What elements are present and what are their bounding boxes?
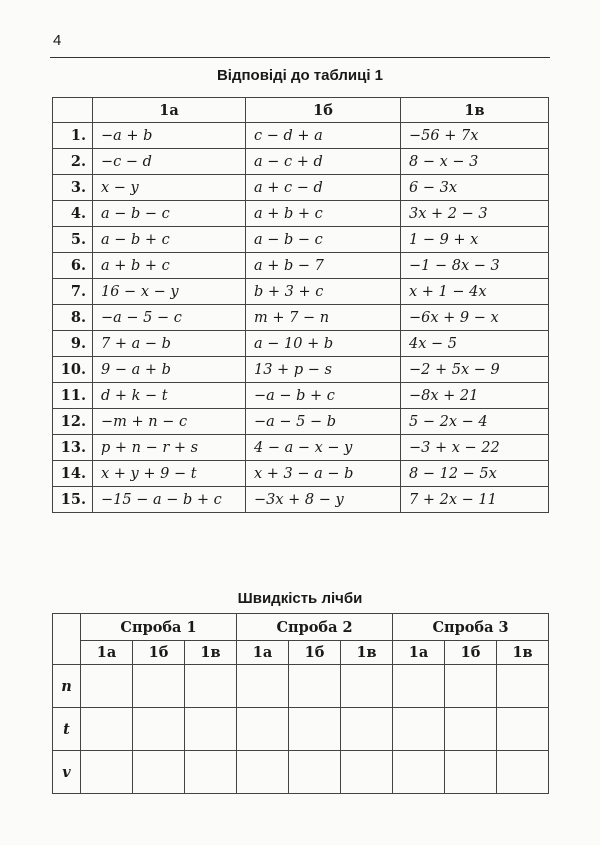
subheader: 1в [341, 641, 393, 665]
answer-1a: a + b + c [93, 253, 246, 279]
row-number: 1. [53, 123, 93, 149]
subheader: 1б [289, 641, 341, 665]
subheader: 1в [185, 641, 237, 665]
attempt-header: Спроба 1 [81, 614, 237, 641]
row-number: 12. [53, 409, 93, 435]
subheader: 1а [393, 641, 445, 665]
column-header: 1а [93, 98, 246, 123]
empty-cell [185, 708, 237, 751]
answer-1a: x + y + 9 − t [93, 461, 246, 487]
row-number: 11. [53, 383, 93, 409]
answer-1b: −a − 5 − b [246, 409, 401, 435]
answer-1v: 4x − 5 [401, 331, 549, 357]
empty-cell [445, 708, 497, 751]
answer-1b: a − c + d [246, 149, 401, 175]
table-row [53, 175, 549, 201]
empty-cell [81, 751, 133, 794]
answer-1v: 3x + 2 − 3 [401, 201, 549, 227]
table-row [53, 461, 549, 487]
column-header: 1в [401, 98, 549, 123]
table-row [53, 331, 549, 357]
speed-row [53, 708, 549, 751]
answer-1a: 9 − a + b [93, 357, 246, 383]
empty-cell [289, 708, 341, 751]
empty-cell [237, 708, 289, 751]
row-number: 14. [53, 461, 93, 487]
row-number: 10. [53, 357, 93, 383]
answer-1v: −2 + 5x − 9 [401, 357, 549, 383]
empty-cell [185, 751, 237, 794]
answer-1b: c − d + a [246, 123, 401, 149]
answer-1a: d + k − t [93, 383, 246, 409]
empty-cell [393, 751, 445, 794]
answer-1v: 7 + 2x − 11 [401, 487, 549, 513]
answer-1v: 8 − 12 − 5x [401, 461, 549, 487]
row-number: 7. [53, 279, 93, 305]
answer-1v: 6 − 3x [401, 175, 549, 201]
table-row [53, 409, 549, 435]
answer-1v: −56 + 7x [401, 123, 549, 149]
corner-cell [53, 614, 81, 665]
table-row [53, 383, 549, 409]
answer-1b: a + b + c [246, 201, 401, 227]
empty-cell [133, 708, 185, 751]
empty-cell [81, 708, 133, 751]
answers-table [52, 97, 549, 513]
answer-1a: 16 − x − y [93, 279, 246, 305]
empty-cell [185, 665, 237, 708]
table-row [53, 279, 549, 305]
answer-1a: −a + b [93, 123, 246, 149]
table-row [53, 123, 549, 149]
empty-cell [289, 665, 341, 708]
answer-1v: −1 − 8x − 3 [401, 253, 549, 279]
attempt-header: Спроба 3 [393, 614, 549, 641]
answer-1b: a − 10 + b [246, 331, 401, 357]
empty-cell [237, 751, 289, 794]
empty-cell [133, 665, 185, 708]
answer-1v: 5 − 2x − 4 [401, 409, 549, 435]
subheader: 1в [497, 641, 549, 665]
answer-1a: −m + n − c [93, 409, 246, 435]
empty-cell [341, 751, 393, 794]
corner-cell [53, 98, 93, 123]
answer-1v: −6x + 9 − x [401, 305, 549, 331]
answer-1b: a − b − c [246, 227, 401, 253]
empty-cell [341, 665, 393, 708]
subheader: 1а [237, 641, 289, 665]
table-row [53, 487, 549, 513]
empty-cell [81, 665, 133, 708]
row-number: 15. [53, 487, 93, 513]
subheader: 1б [133, 641, 185, 665]
attempt-header: Спроба 2 [237, 614, 393, 641]
empty-cell [289, 751, 341, 794]
empty-cell [445, 665, 497, 708]
row-number: 4. [53, 201, 93, 227]
speed-row [53, 665, 549, 708]
row-label: n [53, 665, 81, 708]
empty-cell [445, 751, 497, 794]
row-number: 2. [53, 149, 93, 175]
speed-table [52, 613, 549, 794]
answer-1v: −3 + x − 22 [401, 435, 549, 461]
answer-1a: −c − d [93, 149, 246, 175]
subheader: 1б [445, 641, 497, 665]
empty-cell [497, 665, 549, 708]
row-number: 8. [53, 305, 93, 331]
answer-1b: m + 7 − n [246, 305, 401, 331]
answer-1a: p + n − r + s [93, 435, 246, 461]
answer-1a: −a − 5 − c [93, 305, 246, 331]
table-row [53, 357, 549, 383]
speed-row [53, 751, 549, 794]
answer-1b: a + c − d [246, 175, 401, 201]
answer-1a: x − y [93, 175, 246, 201]
answer-1v: 8 − x − 3 [401, 149, 549, 175]
empty-cell [497, 708, 549, 751]
answer-1b: x + 3 − a − b [246, 461, 401, 487]
table-row [53, 435, 549, 461]
page-number: 4 [53, 32, 62, 49]
table-row [53, 201, 549, 227]
subheader: 1а [81, 641, 133, 665]
answer-1a: 7 + a − b [93, 331, 246, 357]
answer-1a: a − b + c [93, 227, 246, 253]
empty-cell [393, 708, 445, 751]
answer-1b: b + 3 + c [246, 279, 401, 305]
row-number: 9. [53, 331, 93, 357]
table-row [53, 305, 549, 331]
attempt-header-row [53, 614, 549, 641]
speed-title: Швидкість лічби [237, 590, 363, 607]
answer-1v: 1 − 9 + x [401, 227, 549, 253]
row-number: 6. [53, 253, 93, 279]
header-rule [50, 57, 550, 58]
answer-1b: 4 − a − x − y [246, 435, 401, 461]
empty-cell [133, 751, 185, 794]
answers-header-row [53, 98, 549, 123]
row-label: v [53, 751, 81, 794]
empty-cell [341, 708, 393, 751]
answer-1b: 13 + p − s [246, 357, 401, 383]
answer-1a: −15 − a − b + c [93, 487, 246, 513]
row-label: t [53, 708, 81, 751]
empty-cell [237, 665, 289, 708]
subheader-row [53, 641, 549, 665]
table-row [53, 149, 549, 175]
answer-1v: −8x + 21 [401, 383, 549, 409]
empty-cell [497, 751, 549, 794]
row-number: 3. [53, 175, 93, 201]
table-row [53, 253, 549, 279]
answer-1v: x + 1 − 4x [401, 279, 549, 305]
table-row [53, 227, 549, 253]
answer-1b: −3x + 8 − y [246, 487, 401, 513]
answer-1a: a − b − c [93, 201, 246, 227]
answer-1b: −a − b + c [246, 383, 401, 409]
answer-1b: a + b − 7 [246, 253, 401, 279]
row-number: 13. [53, 435, 93, 461]
row-number: 5. [53, 227, 93, 253]
empty-cell [393, 665, 445, 708]
answers-title: Відповіді до таблиці 1 [216, 67, 384, 84]
column-header: 1б [246, 98, 401, 123]
